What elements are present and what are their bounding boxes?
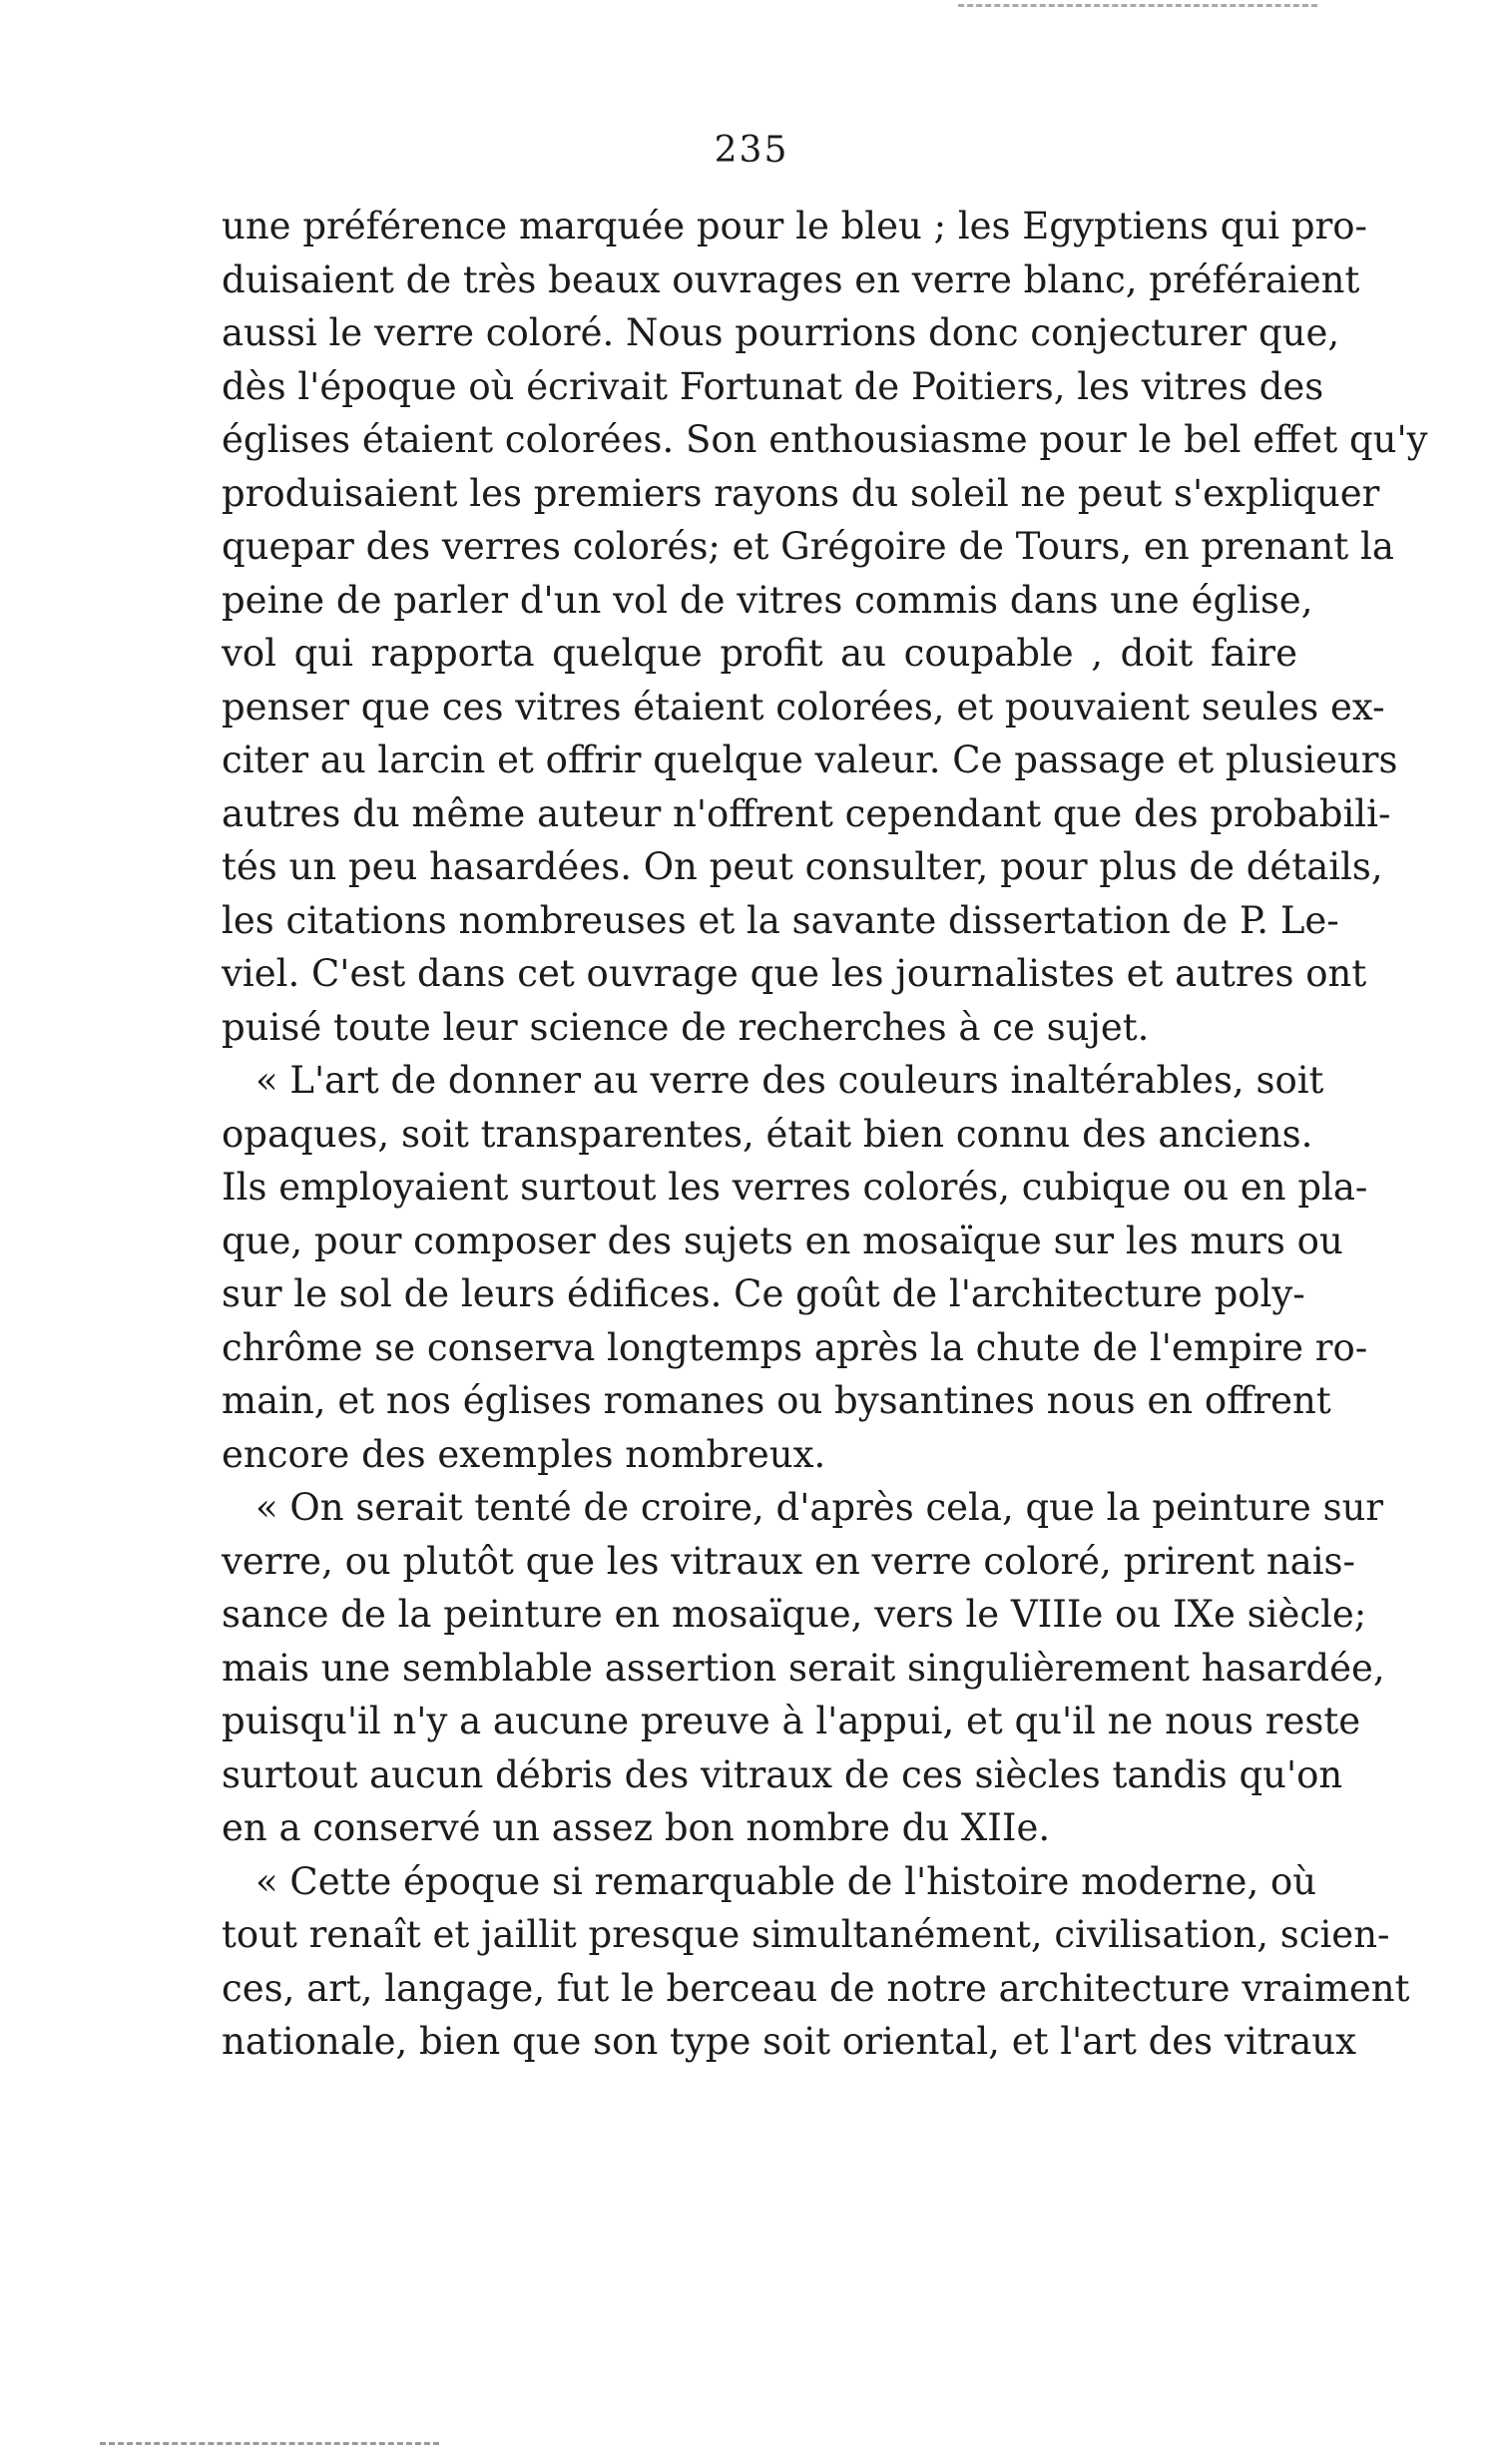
text-line: viel. C'est dans cet ouvrage que les journalistes et autres ont	[222, 952, 1367, 995]
text-line: tés un peu hasardées. On peut consulter, pour plus de détails,	[222, 845, 1383, 888]
text-line: dès l'époque où écrivait Fortunat de Poitiers, les vitres des	[222, 364, 1324, 408]
text-line: Ils employaient surtout les verres colorés, cubique ou en pla-	[222, 1166, 1368, 1209]
text-line: puisqu'il n'y a aucune preuve à l'appui, et qu'il ne nous reste	[222, 1700, 1361, 1742]
text-line: puisé toute leur science de recherches à ce sujet.	[222, 1005, 1150, 1049]
text-line: « Cette époque si remarquable de l'histoire moderne, où	[255, 1859, 1317, 1903]
text-line: duisaient de très beaux ouvrages en verre blanc, préféraient	[222, 257, 1360, 301]
text-line: « L'art de donner au verre des couleurs inaltérables, soit	[255, 1059, 1324, 1102]
text-line: nationale, bien que son type soit oriental, et l'art des vitraux	[222, 2020, 1356, 2063]
body-text	[222, 200, 1428, 2069]
text-line: quepar des verres colorés; et Grégoire de Tours, en prenant la	[222, 525, 1394, 568]
text-line: églises étaient colorées. Son enthousiasme pour le bel effet qu'y	[222, 418, 1428, 461]
page-number: 235	[714, 130, 789, 171]
text-line: une préférence marquée pour le bleu ; les Egyptiens qui pro-	[222, 205, 1368, 247]
text-line: mais une semblable assertion serait singulièrement hasardée,	[222, 1646, 1385, 1690]
text-line: chrôme se conserva longtemps après la chute de l'empire ro-	[222, 1325, 1368, 1369]
text-line: aussi le verre coloré. Nous pourrions donc conjecturer que,	[222, 311, 1340, 354]
text-line: en a conservé un assez bon nombre du XIIe.	[222, 1806, 1051, 1849]
text-line: encore des exemples nombreux.	[222, 1432, 826, 1476]
text-line: main, et nos églises romanes ou bysantines nous en offrent	[222, 1379, 1331, 1422]
text-line: surtout aucun débris des vitraux de ces siècles tandis qu'on	[222, 1752, 1343, 1796]
text-line: opaques, soit transparentes, était bien connu des anciens.	[222, 1112, 1313, 1156]
text-line: citer au larcin et offrir quelque valeur. Ce passage et plusieurs	[222, 739, 1398, 781]
text-line: penser que ces vitres étaient colorées, et pouvaient seules ex-	[222, 685, 1385, 729]
text-line: ces, art, langage, fut le berceau de notre architecture vraiment	[222, 1966, 1410, 2010]
text-line: autres du même auteur n'offrent cependant que des probabili-	[222, 791, 1391, 835]
text-line: que, pour composer des sujets en mosaïque sur les murs ou	[222, 1219, 1343, 1262]
text-line: « On serait tenté de croire, d'après cela, que la peinture sur	[255, 1486, 1384, 1529]
text-line: les citations nombreuses et la savante dissertation de P. Le-	[222, 898, 1339, 942]
text-line: verre, ou plutôt que les vitraux en verre coloré, prirent nais-	[222, 1539, 1356, 1583]
text-line: vol qui rapporta quelque profit au coupable , doit faire	[222, 632, 1297, 675]
scan-edge-marks-bottom	[100, 2442, 439, 2448]
text-line: sur le sol de leurs édifices. Ce goût de l'architecture poly-	[222, 1272, 1305, 1315]
text-line: peine de parler d'un vol de vitres commis dans une église,	[222, 578, 1313, 622]
scan-edge-marks-top	[958, 4, 1317, 10]
text-line: sance de la peinture en mosaïque, vers le VIIIe ou IXe siècle;	[222, 1593, 1367, 1636]
text-line: tout renaît et jaillit presque simultanément, civilisation, scien-	[222, 1913, 1390, 1956]
text-line: produisaient les premiers rayons du soleil ne peut s'expliquer	[222, 471, 1380, 515]
